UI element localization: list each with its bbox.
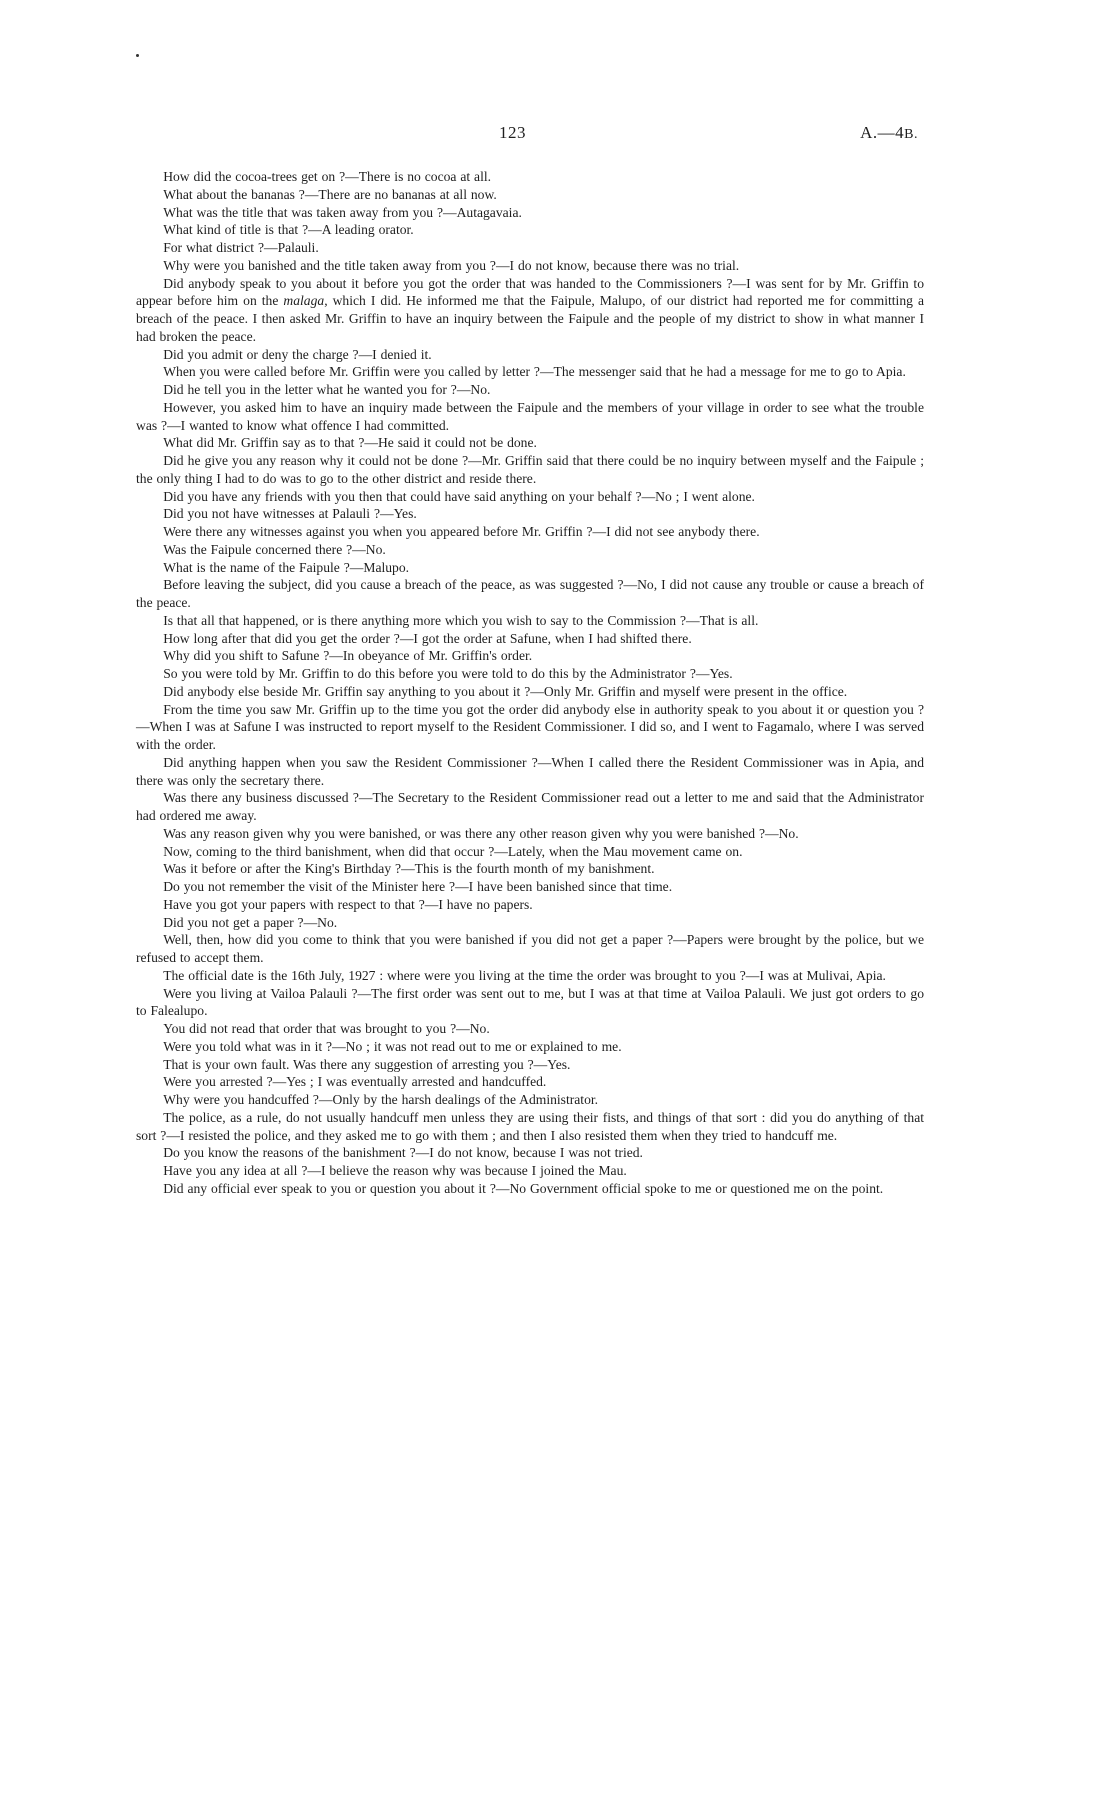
document-reference-prefix: A.—4 xyxy=(860,123,905,142)
testimony-paragraph: Do you know the reasons of the banishment ?—I do not know, because I was not tried. xyxy=(163,1145,643,1161)
testimony-paragraph: Did anything happen when you saw the Resident Commissioner ?—When I called there the Resident Commissioner was in Apia, and there was only the secretary there. xyxy=(136,754,924,788)
testimony-paragraph: Now, coming to the third banishment, when did that occur ?—Lately, when the Mau movement came on. xyxy=(163,843,743,859)
testimony-paragraph: For what district ?—Palauli. xyxy=(163,240,319,255)
testimony-paragraph: The police, as a rule, do not usually handcuff men unless they are using their fists, and things of that sort : did you do anything of that sort ?—I resisted the police, and they asked me to go with them ; and then I also resisted them when they tried to handcuff me. xyxy=(136,1109,924,1143)
testimony-paragraph: When you were called before Mr. Griffin were you called by letter ?—The messenger said that he had a message for me to go to Apia. xyxy=(163,364,906,380)
testimony-paragraph: What did Mr. Griffin say as to that ?—He said it could not be done. xyxy=(163,435,537,451)
testimony-paragraph: What about the bananas ?—There are no bananas at all now. xyxy=(163,186,497,202)
testimony-paragraph: Did you have any friends with you then that could have said anything on your behalf ?—No ; I went alone. xyxy=(163,488,755,504)
testimony-paragraph: Was any reason given why you were banished, or was there any other reason given why you were banished ?—No. xyxy=(163,825,799,841)
testimony-paragraph: Why were you handcuffed ?—Only by the harsh dealings of the Administrator. xyxy=(163,1092,599,1107)
testimony-paragraph: Well, then, how did you come to think that you were banished if you did not get a paper ?—Papers were brought by the police, but we refused to accept them. xyxy=(136,932,924,965)
testimony-paragraph: Did you not get a paper ?—No. xyxy=(163,914,338,930)
testimony-paragraph: Did anybody speak to you about it before you got the order that was handed to the Commissioners ?—I was sent for by Mr. Griffin to appear before him on the malaga, which I did. He informed me that the Faipule, Malupo, of our district had reported me for committing a breach of the peace. I then asked Mr. Griffin to have an inquiry between the Faipule and the people of my district to show in what manner I had broken the peace. xyxy=(136,275,924,344)
testimony-paragraph: Were there any witnesses against you when you appeared before Mr. Griffin ?—I did not see anybody there. xyxy=(163,524,760,539)
testimony-paragraph: Why did you shift to Safune ?—In obeyance of Mr. Griffin's order. xyxy=(163,648,533,664)
testimony-paragraph: What kind of title is that ?—A leading orator. xyxy=(163,222,414,238)
testimony-paragraph: What was the title that was taken away from you ?—Autagavaia. xyxy=(163,204,522,220)
print-speck xyxy=(136,54,139,57)
testimony-paragraph: The official date is the 16th July, 1927 : where were you living at the time the order was brought to you ?—I was at Mulivai, Apia. xyxy=(163,967,886,983)
testimony-paragraph: How did the cocoa-trees get on ?—There is no cocoa at all. xyxy=(163,169,492,184)
testimony-paragraph: How long after that did you get the order ?—I got the order at Safune, when I had shifted there. xyxy=(163,630,692,646)
testimony-paragraph: That is your own fault. Was there any suggestion of arresting you ?—Yes. xyxy=(163,1056,571,1072)
testimony-paragraph: Did anybody else beside Mr. Griffin say anything to you about it ?—Only Mr. Griffin and myself were present in the office. xyxy=(163,683,848,699)
page-header xyxy=(0,123,1114,147)
testimony-paragraph: Did you admit or deny the charge ?—I denied it. xyxy=(163,346,432,362)
document-reference xyxy=(860,123,918,143)
testimony-text xyxy=(136,168,924,1198)
testimony-paragraph: However, you asked him to have an inquiry made between the Faipule and the members of your village in order to see what the trouble was ?—I wanted to know what offence I had committed. xyxy=(136,399,924,433)
testimony-paragraph: So you were told by Mr. Griffin to do this before you were told to do this by the Administrator ?—Yes. xyxy=(163,666,733,681)
testimony-paragraph: From the time you saw Mr. Griffin up to the time you got the order did anybody else in authority speak to you about it or question you ?—When I was at Safune I was instructed to report myself to the Resident Commissioner. I did so, and I went to Fagamalo, where I was served with the order. xyxy=(136,701,924,752)
testimony-paragraph: You did not read that order that was brought to you ?—No. xyxy=(163,1021,490,1036)
testimony-paragraph: Did he give you any reason why it could not be done ?—Mr. Griffin said that there could be no inquiry between myself and the Faipule ; the only thing I had to do was to go to the other district and reside there. xyxy=(136,453,924,486)
testimony-paragraph: Did any official ever speak to you or question you about it ?—No Government official spoke to me or questioned me on the point. xyxy=(163,1180,884,1196)
testimony-paragraph: What is the name of the Faipule ?—Malupo. xyxy=(163,559,410,575)
page-number: 123 xyxy=(499,123,526,142)
testimony-paragraph: Was there any business discussed ?—The Secretary to the Resident Commissioner read out a letter to me and said that the Administrator had ordered me away. xyxy=(136,790,924,823)
testimony-paragraph: Was it before or after the King's Birthday ?—This is the fourth month of my banishment. xyxy=(163,861,655,877)
testimony-paragraph: Before leaving the subject, did you cause a breach of the peace, as was suggested ?—No, I did not cause any trouble or cause a breach of the peace. xyxy=(136,577,924,610)
testimony-paragraph: Why were you banished and the title taken away from you ?—I do not know, because there was no trial. xyxy=(163,257,740,273)
testimony-paragraph: Have you any idea at all ?—I believe the reason why was because I joined the Mau. xyxy=(163,1163,627,1178)
testimony-paragraph: Do you not remember the visit of the Minister here ?—I have been banished since that time. xyxy=(163,879,673,894)
testimony-paragraph: Is that all that happened, or is there anything more which you wish to say to the Commission ?—That is all. xyxy=(163,612,759,628)
testimony-paragraph: Were you told what was in it ?—No ; it was not read out to me or explained to me. xyxy=(163,1038,622,1054)
testimony-paragraph: Were you arrested ?—Yes ; I was eventually arrested and handcuffed. xyxy=(163,1074,547,1090)
testimony-paragraph: Was the Faipule concerned there ?—No. xyxy=(163,541,386,557)
document-reference-suffix: B. xyxy=(904,127,918,142)
testimony-paragraph: Did he tell you in the letter what he wanted you for ?—No. xyxy=(163,382,491,397)
testimony-paragraph: Were you living at Vailoa Palauli ?—The first order was sent out to me, but I was at that time at Vailoa Palauli. We just got orders to go to Falealupo. xyxy=(136,985,924,1019)
italic-term: malaga xyxy=(283,293,325,309)
testimony-paragraph: Did you not have witnesses at Palauli ?—Yes. xyxy=(163,506,417,522)
testimony-paragraph: Have you got your papers with respect to that ?—I have no papers. xyxy=(163,896,533,912)
